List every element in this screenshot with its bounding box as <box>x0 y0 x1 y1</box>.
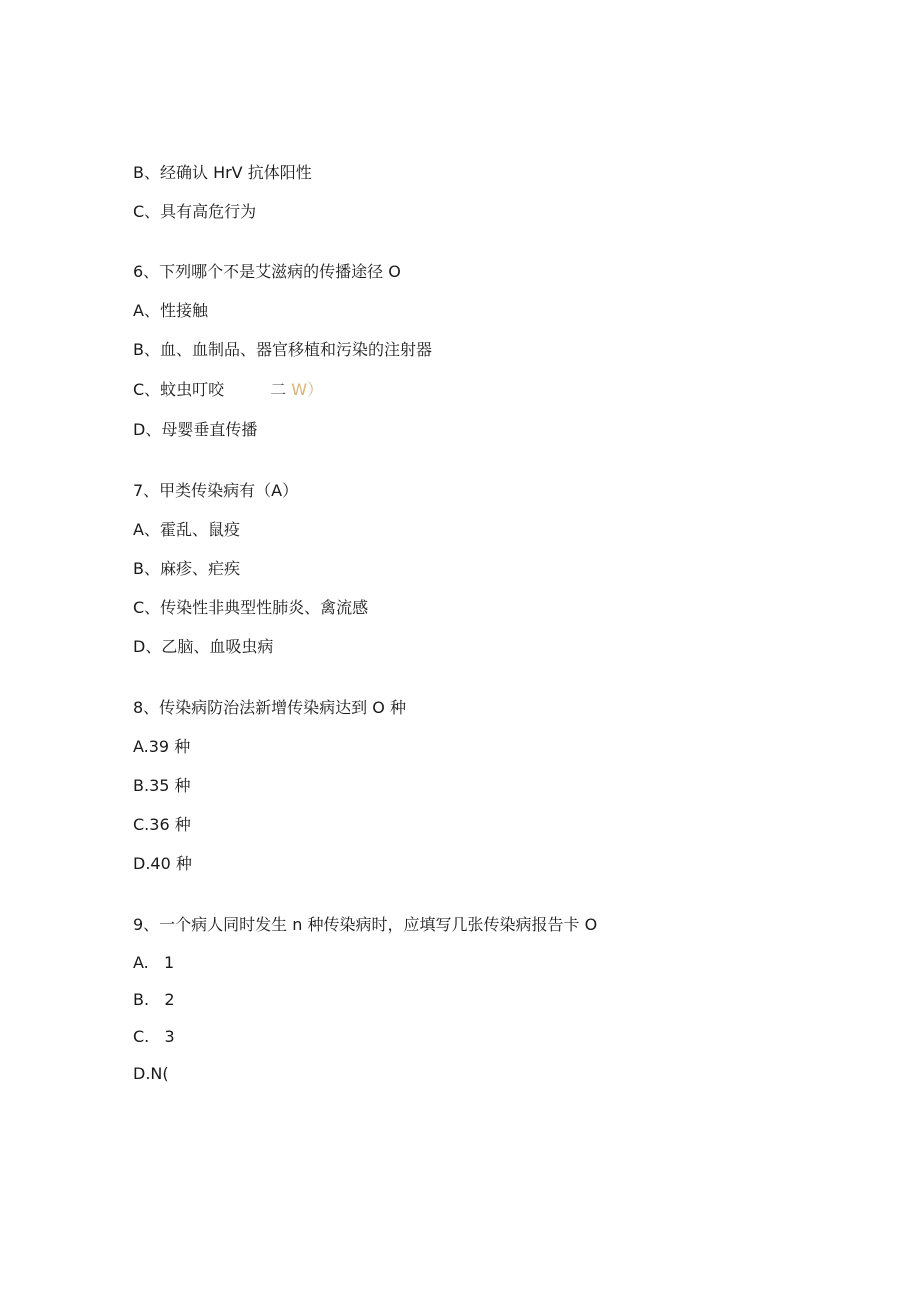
handwritten-mark-a: 二 <box>270 380 287 399</box>
question-6-option-d: D、母婴垂直传播 <box>133 420 258 439</box>
question-7-option-c: C、传染性非典型性肺炎、禽流感 <box>133 598 369 617</box>
question-8-option-c: C.36 种 <box>133 815 191 834</box>
question-6-option-a: A、性接触 <box>133 301 208 320</box>
question-7-option-d: D、乙脑、血吸虫病 <box>133 637 274 656</box>
question-5-option-b: B、经确认 HrV 抗体阳性 <box>133 163 312 182</box>
question-6-option-c-row <box>133 380 323 400</box>
question-6-stem: 6、下列哪个不是艾滋病的传播途径 O <box>133 262 401 281</box>
handwritten-mark-b: W） <box>291 380 324 399</box>
question-6-option-c: C、蚊虫叮咬 <box>133 380 225 399</box>
question-9-option-c: C. 3 <box>133 1027 175 1046</box>
question-9-option-b: B. 2 <box>133 990 175 1009</box>
question-5-option-c: C、具有高危行为 <box>133 202 257 221</box>
handwritten-annotation <box>270 380 323 400</box>
question-8-option-b: B.35 种 <box>133 776 191 795</box>
question-9-option-a: A. 1 <box>133 953 175 972</box>
question-7-option-a: A、霍乱、鼠疫 <box>133 520 240 539</box>
question-9-option-d: D.N( <box>133 1064 169 1083</box>
question-8-option-d: D.40 种 <box>133 854 192 873</box>
question-8-option-a: A.39 种 <box>133 737 191 756</box>
question-7-option-b: B、麻疹、疟疾 <box>133 559 240 578</box>
question-7-stem: 7、甲类传染病有（A） <box>133 481 299 500</box>
question-9-stem: 9、一个病人同时发生 n 种传染病时，应填写几张传染病报告卡 O <box>133 915 598 934</box>
question-6-option-b: B、血、血制品、器官移植和污染的注射器 <box>133 340 432 359</box>
question-8-stem: 8、传染病防治法新增传染病达到 O 种 <box>133 698 406 717</box>
